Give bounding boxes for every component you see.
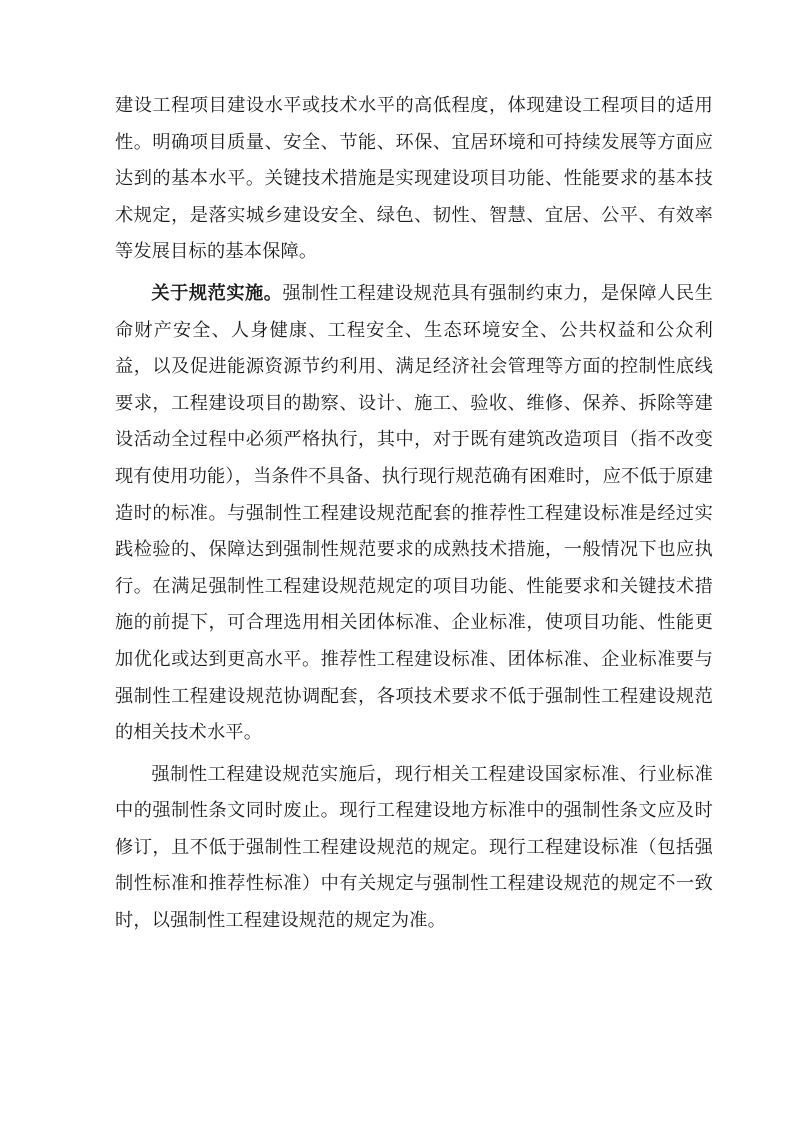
paragraph-specification-implementation (115, 276, 713, 752)
paragraph-text: 建设工程项目建设水平或技术水平的高低程度，体现建设工程项目的适用性。明确项目质量、安全、节能、环保、宜居环境和可持续发展等方面应达到的基本水平。关键技术措施是实现建设项目功能、性能要求的基本技术规定，是落实城乡建设安全、绿色、韧性、智慧、宜居、公平、有效率等发展目标的基本保障。 (115, 95, 713, 263)
paragraph-text: 强制性工程建设规范具有强制约束力，是保障人民生命财产安全、人身健康、工程安全、生态环境安全、公共权益和公众利益，以及促进能源资源节约利用、满足经济社会管理等方面的控制性底线要求，工程建设项目的勘察、设计、施工、验收、维修、保养、拆除等建设活动全过程中必须严格执行，其中，对于既有建筑改造项目（指不改变现有使用功能），当条件不具备、执行现行规范确有困难时，应不低于原建造时的标准。与强制性工程建设规范配套的推荐性工程建设标准是经过实践检验的、保障达到强制性规范要求的成熟技术措施，一般情况下也应执行。在满足强制性工程建设规范规定的项目功能、性能要求和关键技术措施的前提下，可合理选用相关团体标准、企业标准，使项目功能、性能更加优化或达到更高水平。推荐性工程建设标准、团体标准、企业标准要与强制性工程建设规范协调配套，各项技术要求不低于强制性工程建设规范的相关技术水平。 (115, 282, 713, 744)
paragraph-continuation (115, 88, 713, 271)
paragraph-standards-repeal (115, 757, 713, 940)
paragraph-text: 强制性工程建设规范实施后，现行相关工程建设国家标准、行业标准中的强制性条文同时废止。现行工程建设地方标准中的强制性条文应及时修订，且不低于强制性工程建设规范的规定。现行工程建设标准（包括强制性标准和推荐性标准）中有关规定与强制性工程建设规范的规定不一致时，以强制性工程建设规范的规定为准。 (115, 763, 713, 932)
document-body (115, 88, 713, 940)
paragraph-lead-heading: 关于规范实施。 (151, 282, 283, 304)
